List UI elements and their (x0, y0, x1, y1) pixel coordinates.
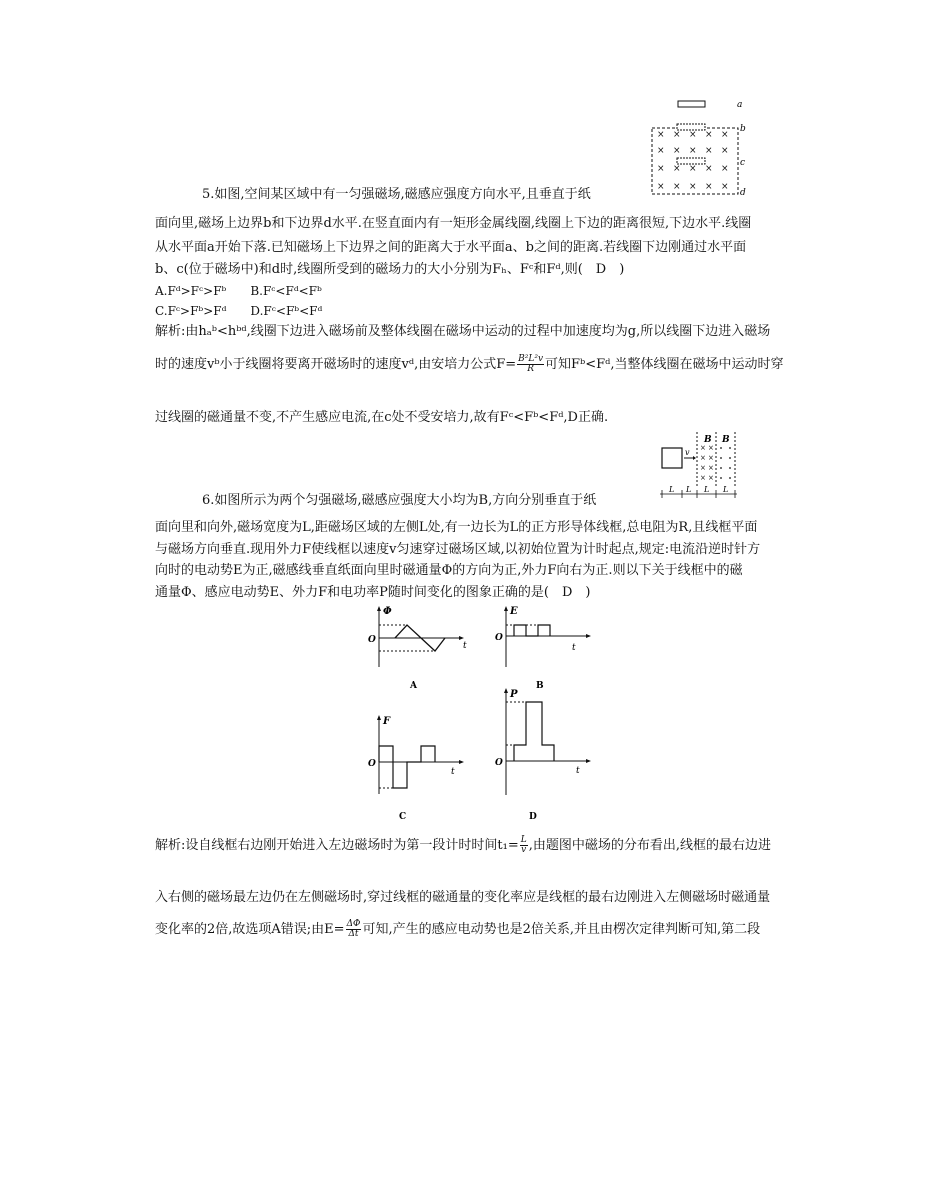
cross-mark: × (705, 182, 713, 192)
cross-mark: × (673, 182, 681, 192)
dot-mark (720, 447, 722, 449)
cross-mark: × (700, 474, 706, 482)
q5-analysis-part: 可知Fᵇ<Fᵈ,当整体线圈在磁场中运动时穿 (545, 357, 784, 372)
field-out-dots (720, 447, 731, 479)
cross-mark: × (705, 164, 713, 174)
cross-mark: × (708, 454, 714, 462)
q5-stem-line: 面向里,磁场上边界b和下边界d水平.在竖直面内有一矩形金属线圈,线圈上下边的距离很短,下边水平.线圈 (155, 216, 752, 231)
q6-analysis-part: ,由题图中磁场的分布看出,线框的最右边进 (528, 838, 771, 853)
svg-text:t: t (572, 643, 576, 653)
svg-text:t: t (463, 641, 467, 651)
emf-fraction: $\frac{\Delta\Phi}{\Delta t}$ (346, 919, 361, 939)
dot-mark (729, 467, 731, 469)
label-B-right: B (722, 435, 730, 445)
q5-analysis-part: 时的速度vᵇ小于线圈将要离开磁场时的速度vᵈ,由安培力公式F= (155, 357, 517, 372)
label-d: d (740, 188, 746, 198)
cross-mark: × (657, 164, 665, 174)
cross-mark: × (721, 182, 729, 192)
q5-analysis (155, 355, 784, 374)
force-curve (379, 746, 435, 788)
dot-mark (720, 477, 722, 479)
ampere-fraction: $\frac{\text{B²L²v}}{R}$ (518, 354, 544, 374)
dot-mark (720, 467, 722, 469)
cross-mark: × (700, 444, 706, 452)
cross-mark: × (657, 130, 665, 140)
power-curve (514, 702, 554, 761)
svg-text:O: O (368, 759, 376, 769)
cross-mark: × (673, 164, 681, 174)
graph-A (365, 605, 470, 695)
dot-mark (729, 447, 731, 449)
q5-analysis: 解析:由hₐᵇ<hᵇᵈ,线圈下边进入磁场前及整体线圈在磁场中运动的过程中加速度均为g,所以线圈下边进入磁场 (155, 324, 771, 339)
q6-stem-line: 通量Φ、感应电动势E、外力F和电功率P随时间变化的图象正确的是( D ) (155, 585, 591, 600)
q5-figure (640, 95, 760, 205)
svg-text:P: P (510, 689, 518, 700)
cross-mark: × (689, 164, 697, 174)
q5-options: A.Fᵈ>Fᶜ>Fᵇ B.Fᶜ<Fᵈ<Fᵇ (155, 284, 322, 298)
q6-stem-first: 6.如图所示为两个匀强磁场,磁感应强度大小均为B,方向分别垂直于纸 (202, 493, 597, 508)
coil-initial (678, 101, 705, 107)
q6-analysis: 入右侧的磁场最左边仍在左侧磁场时,穿过线框的磁通量的变化率应是线框的最右边刚进入左侧磁场时磁通量 (155, 890, 771, 905)
q6-analysis (155, 836, 771, 855)
svg-text:F: F (383, 716, 391, 727)
square-frame (662, 448, 682, 468)
cross-mark: × (708, 474, 714, 482)
cross-mark: × (708, 464, 714, 472)
svg-text:D: D (529, 812, 537, 822)
emf-curve (514, 625, 550, 636)
svg-text:A: A (410, 681, 417, 691)
cross-mark: × (689, 182, 697, 192)
label-c: c (740, 158, 746, 168)
cross-mark: × (700, 454, 706, 462)
q6-figure (655, 428, 755, 504)
q6-stem-line: 向时的电动势E为正,磁感线垂直纸面向里时磁通量Φ的方向为正,外力F向右为正.则以下关于线框中的磁 (155, 563, 743, 578)
label-b: b (740, 124, 746, 134)
cross-mark: × (708, 444, 714, 452)
cross-mark: × (705, 146, 713, 156)
q6-stem-line: 面向里和向外,磁场宽度为L,距磁场区域的左侧L处,有一边长为L的正方形导体线框,总电阻为R,且线框平面 (155, 520, 758, 535)
graph-D (492, 685, 597, 825)
cross-mark: × (705, 130, 713, 140)
svg-text:t: t (576, 766, 580, 776)
cross-mark: × (721, 164, 729, 174)
q6-analysis-part: 变化率的2倍,故选项A错误;由E= (155, 922, 345, 937)
cross-mark: × (657, 182, 665, 192)
svg-text:B: B (536, 681, 544, 691)
dot-mark (729, 477, 731, 479)
cross-mark: × (700, 464, 706, 472)
cross-mark: × (721, 146, 729, 156)
dot-mark (720, 457, 722, 459)
q6-stem-line: 与磁场方向垂直.现用外力F使线框以速度v匀速穿过磁场区域,以初始位置为计时起点,规定:电流沿逆时针方 (155, 542, 761, 557)
svg-text:Φ: Φ (383, 606, 392, 617)
cross-mark: × (673, 146, 681, 156)
svg-text:t: t (451, 767, 455, 777)
cross-mark: × (689, 130, 697, 140)
label-v: v (685, 448, 690, 457)
svg-text:O: O (368, 635, 376, 645)
cross-mark: × (673, 130, 681, 140)
svg-text:O: O (495, 758, 503, 768)
label-L: L (704, 485, 710, 494)
q6-analysis (155, 920, 760, 939)
velocity-arrow-head (693, 456, 696, 460)
label-L: L (669, 485, 675, 494)
field-in-crosses (700, 444, 714, 482)
q6-analysis-part: 解析:设自线框右边刚开始进入左边磁场时为第一段计时时间t₁= (155, 838, 519, 853)
label-L: L (686, 485, 692, 494)
q5-stem-line: 从水平面a开始下落.已知磁场上下边界之间的距离大于水平面a、b之间的距离.若线圈下边刚通过水平面 (155, 240, 747, 255)
cross-mark: × (657, 146, 665, 156)
svg-text:C: C (399, 812, 407, 822)
graph-C (365, 712, 470, 824)
label-B-left: B (704, 435, 712, 445)
svg-text:E: E (510, 606, 518, 617)
time-fraction: $\frac{L}{v}$ (520, 835, 527, 855)
cross-mark: × (721, 130, 729, 140)
q5-analysis: 过线圈的磁通量不变,不产生感应电流,在c处不受安培力,故有Fᶜ<Fᵇ<Fᵈ,D正确. (155, 410, 609, 425)
dot-mark (729, 457, 731, 459)
q6-analysis-part: 可知,产生的感应电动势也是2倍关系,并且由楞次定律判断可知,第二段 (362, 922, 761, 937)
label-a: a (737, 100, 743, 110)
q5-options: C.Fᶜ>Fᵇ>Fᵈ D.Fᶜ<Fᵇ<Fᵈ (155, 304, 323, 318)
label-L: L (723, 485, 729, 494)
cross-mark: × (689, 146, 697, 156)
svg-text:O: O (495, 633, 503, 643)
q5-stem-first: 5.如图,空间某区域中有一匀强磁场,磁感应强度方向水平,且垂直于纸 (202, 187, 591, 202)
q5-stem-line: b、c(位于磁场中)和d时,线圈所受到的磁场力的大小分别为Fₕ、Fᶜ和Fᵈ,则( D ) (155, 262, 625, 277)
graph-B (492, 605, 597, 695)
